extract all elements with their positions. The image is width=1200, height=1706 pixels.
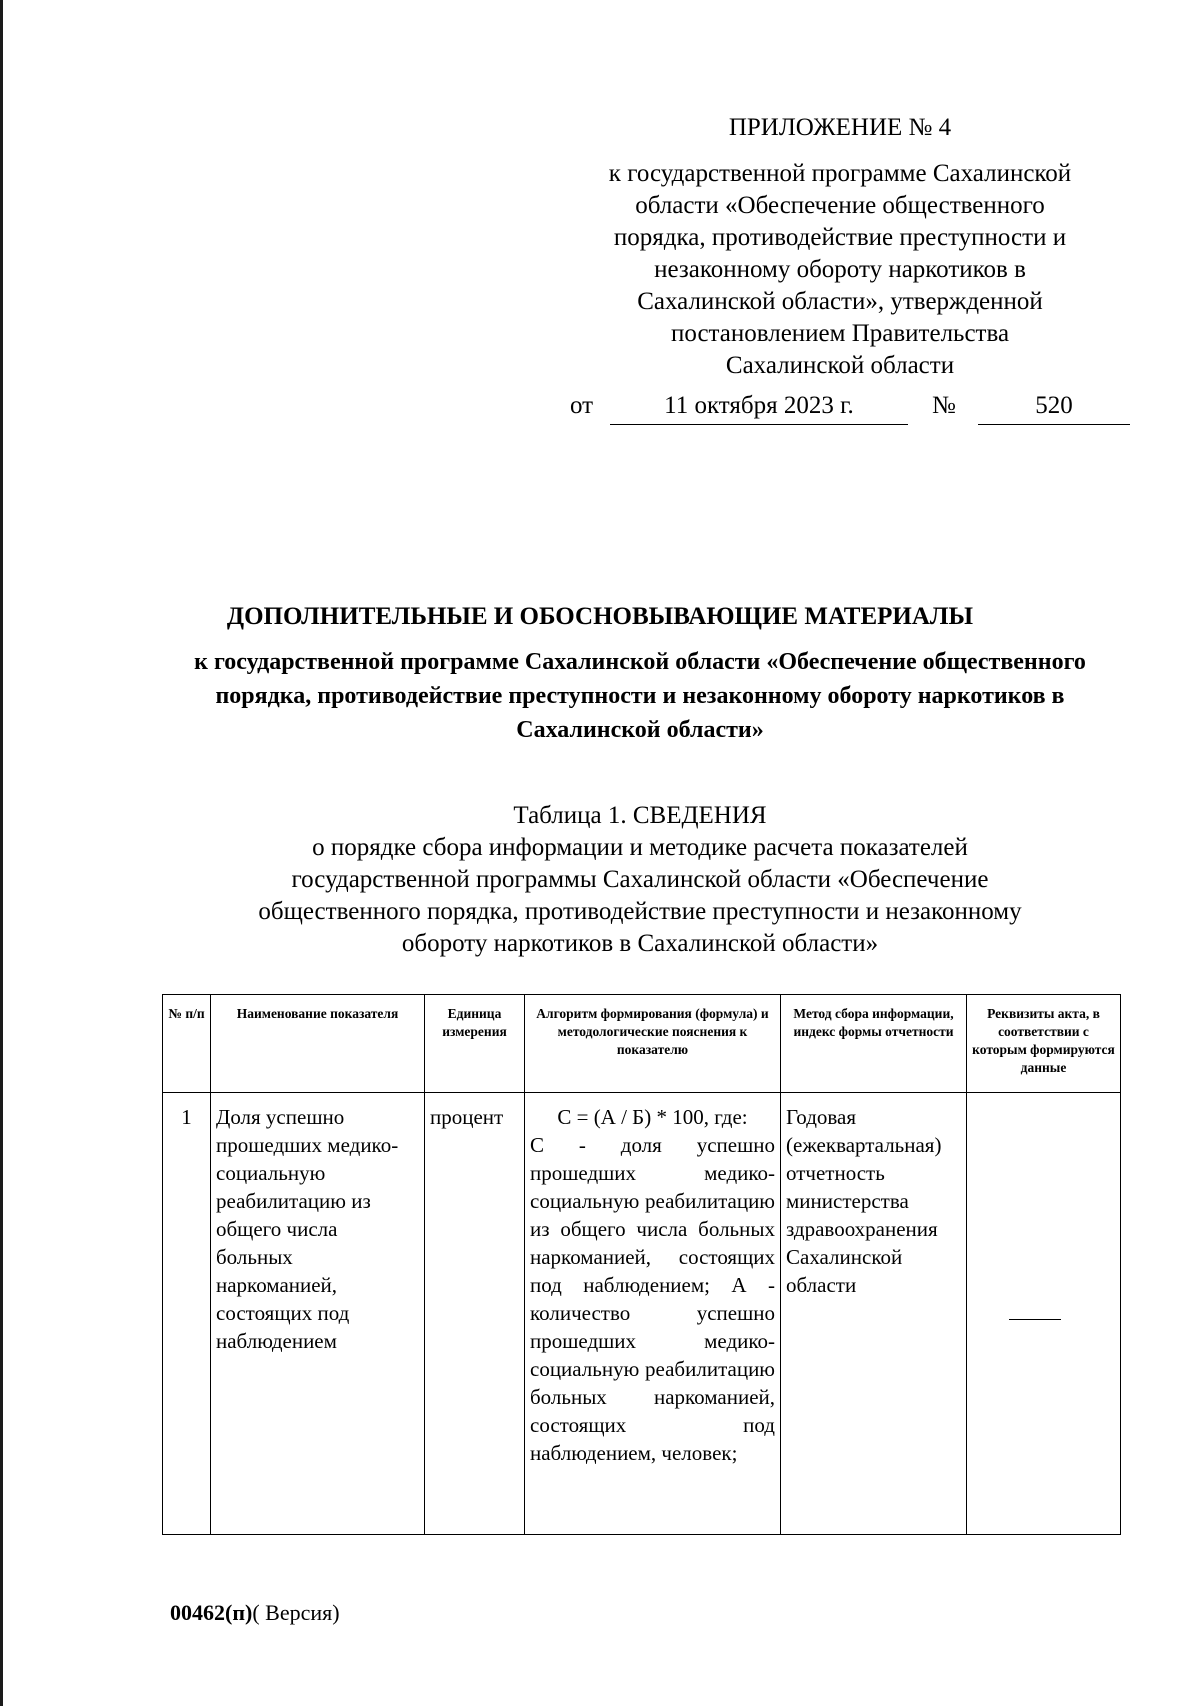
row-formula: С = (А / Б) * 100, где: [557, 1105, 748, 1129]
row-unit: процент [425, 1093, 525, 1535]
row-algorithm-text: С - доля успешно прошедших медико-социальную реабилитацию из общего числа больных наркоманией, состоящих под наблюдением; А - количество успешно прошедших медико-социальную реабилитацию больных наркоманией, состоящих под наблюдением, человек; [530, 1133, 775, 1465]
header-cell-algorithm: Алгоритм формирования (формула) и методологические пояснения к показателю [525, 995, 781, 1093]
annex-line: области «Обеспечение общественного [635, 192, 1045, 219]
annex-line: Сахалинской области», утвержденной [637, 288, 1043, 315]
document-code: 00462(п) [170, 1600, 253, 1625]
annex-line: к государственной программе Сахалинской [608, 160, 1072, 187]
table-heading-line: о порядке сбора информации и методике расчета показателей [312, 834, 968, 861]
table-heading-line: обороту наркотиков в Сахалинской области» [401, 930, 879, 957]
table-heading-line: общественного порядка, противодействие преступности и незаконному [258, 898, 1022, 925]
header-cell-method: Метод сбора информации, индекс формы отчетности [781, 995, 967, 1093]
annex-date-line [570, 392, 1130, 426]
annex-line: постановлением Правительства [670, 320, 1010, 347]
empty-value-dash [1009, 1319, 1061, 1320]
document-version: ( Версия) [252, 1600, 340, 1625]
row-indicator-name: Доля успешно прошедших медико-социальную реабилитацию из общего числа больных наркоманией, состоящих под наблюдением [211, 1093, 425, 1535]
decree-number: 520 [978, 392, 1130, 425]
header-cell-name: Наименование показателя [211, 995, 425, 1093]
footer-code [170, 1600, 340, 1626]
header-cell-unit: Единица измерения [425, 995, 525, 1093]
indicators-table [162, 994, 1121, 1535]
number-label: № [932, 392, 956, 419]
table-row [163, 1093, 1121, 1535]
row-number: 1 [163, 1093, 211, 1535]
annex-line: Сахалинской области [725, 352, 955, 379]
row-algorithm-cell [525, 1093, 781, 1535]
annex-line: незаконному обороту наркотиков в [654, 256, 1026, 283]
row-method: Годовая (ежеквартальная) отчетность министерства здравоохранения Сахалинской области [781, 1093, 967, 1535]
table-heading-title: Таблица 1. СВЕДЕНИЯ [513, 802, 767, 829]
annex-line: порядка, противодействие преступности и [613, 224, 1067, 251]
table-heading [170, 800, 1110, 960]
row-act [967, 1093, 1121, 1535]
annex-block [560, 112, 1120, 382]
scan-edge-line [0, 0, 3, 1706]
from-label: от [570, 392, 594, 419]
table-header-row [163, 995, 1121, 1093]
decree-date: 11 октября 2023 г. [610, 392, 908, 425]
annex-title: ПРИЛОЖЕНИЕ № 4 [728, 114, 952, 141]
document-subtitle: к государственной программе Сахалинской области «Обеспечение общественного порядка, противодействие преступности и незаконному обороту наркотиков в Сахалинской области» [194, 649, 1086, 743]
header-cell-number: № п/п [163, 995, 211, 1093]
table-heading-line: государственной программы Сахалинской области «Обеспечение [291, 866, 989, 893]
annex-body [560, 158, 1120, 382]
document-title: ДОПОЛНИТЕЛЬНЫЕ И ОБОСНОВЫВАЮЩИЕ МАТЕРИАЛЫ [226, 603, 974, 630]
header-cell-act: Реквизиты акта, в соответствии с которым формируются данные [967, 995, 1121, 1093]
